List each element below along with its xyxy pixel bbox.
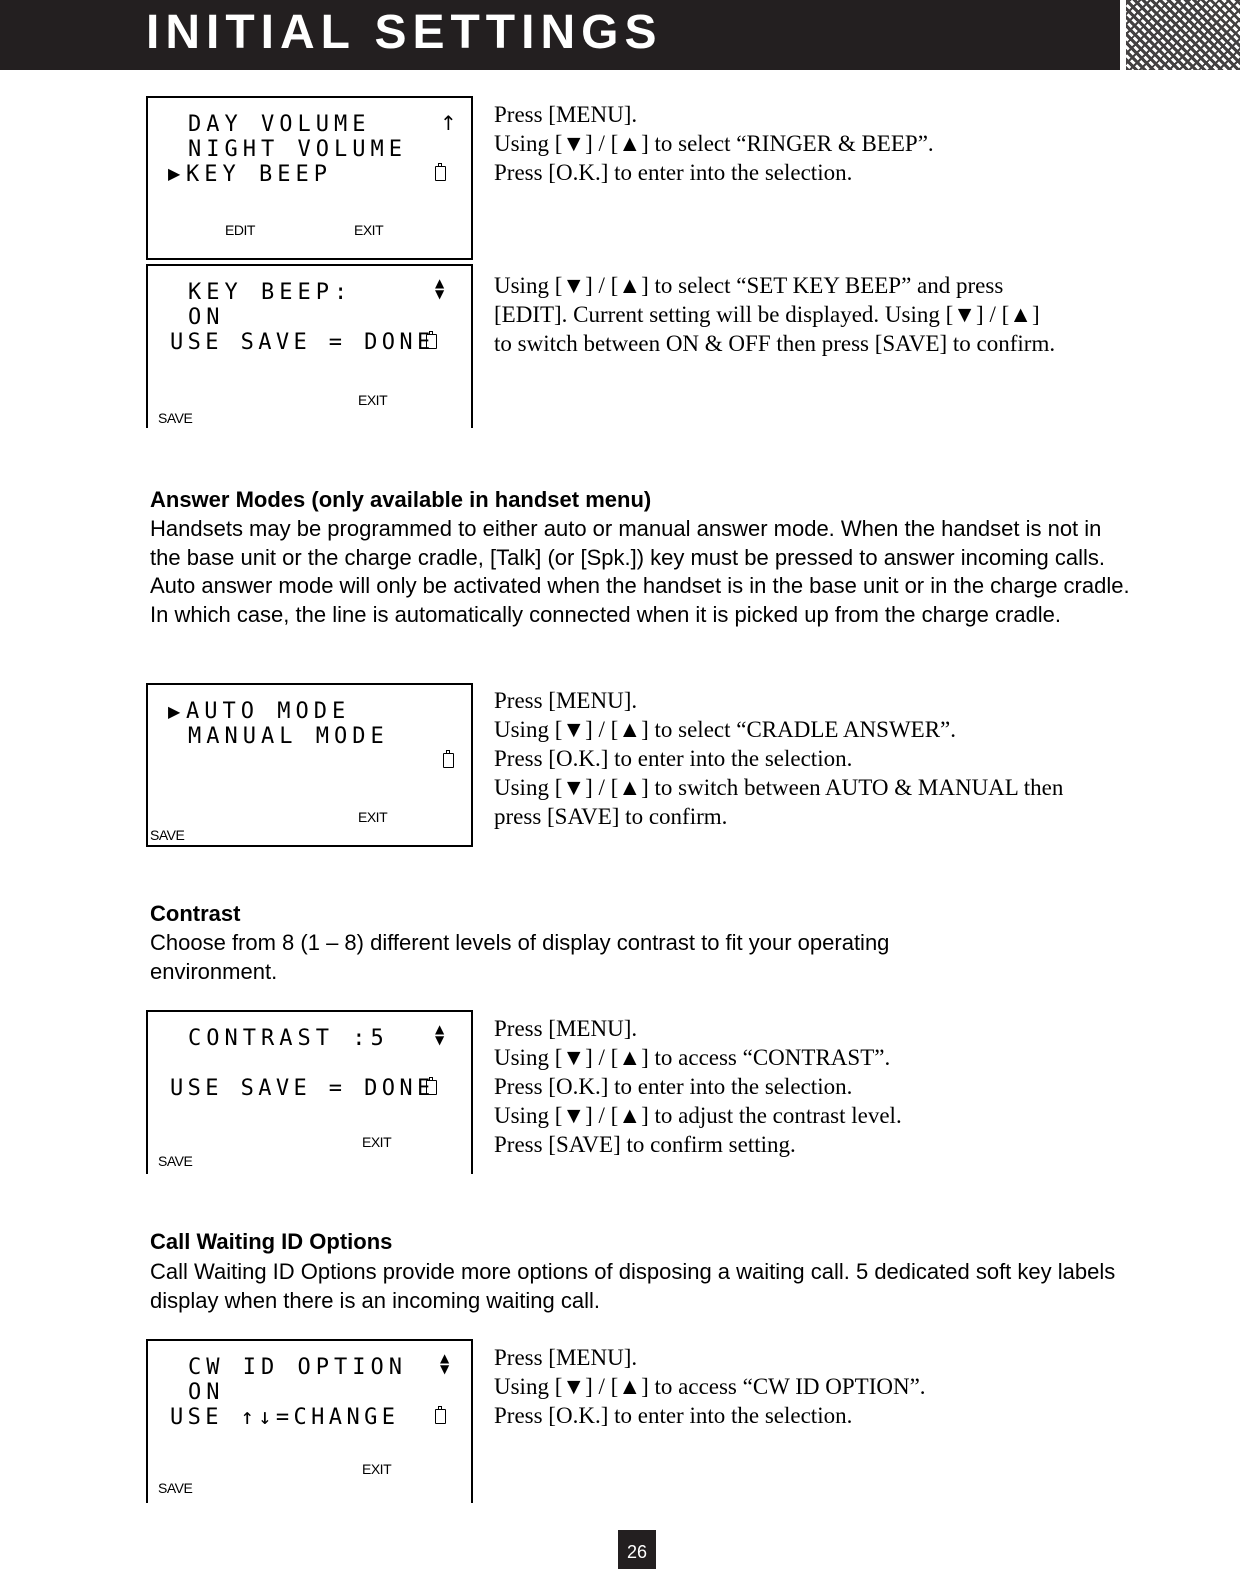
instruction-text-2: Using [▼] / [▲] to select “SET KEY BEEP” and press [EDIT]. Current setting will be displayed. Using [▼] / [▲] to switch between ON & OFF then press [SAVE] to confirm. — [494, 273, 1056, 356]
battery-icon — [443, 753, 454, 768]
section-body-contrast: Choose from 8 (1 – 8) different levels of display contrast to fit your operating environment. — [150, 930, 890, 984]
up-down-arrows-icon: ▲ ▼ — [440, 1351, 450, 1376]
softkey-left-label: EDIT — [225, 222, 255, 238]
lcd-line-1: DAY VOLUME — [188, 112, 371, 137]
instruction-text-4: Press [MENU]. Using [▼] / [▲] to access “CONTRAST”. Press [O.K.] to enter into the selection. Using [▼] / [▲] to adjust the contrast level. Press [SAVE] to confirm setting. — [494, 1016, 902, 1157]
up-down-arrows-icon: ▲ ▼ — [435, 276, 445, 301]
section-body-call-waiting: Call Waiting ID Options provide more options of disposing a waiting call. 5 dedicated soft key labels display when there is an incoming waiting call. — [150, 1259, 1116, 1313]
softkey-left-label: SAVE — [158, 1480, 193, 1496]
battery-icon — [426, 1080, 437, 1095]
instruction-text-3: Press [MENU]. Using [▼] / [▲] to select “CRADLE ANSWER”. Press [O.K.] to enter into the selection. Using [▼] / [▲] to switch between AUTO & MANUAL then press [SAVE] to confirm. — [494, 688, 1064, 829]
lcd-line-2: MANUAL MODE — [188, 724, 389, 749]
section-body-answer-modes: Handsets may be programmed to either auto or manual answer mode. When the handset is not in the base unit or the charge cradle, [Talk] (or [Spk.]) key must be pressed to answer incoming calls. Auto answer mode will only be activated when the handset is in the base unit or in the charge cradle. In which case, the line is automatically connected when it is picked up from the charge cradle. — [150, 516, 1130, 627]
battery-icon — [435, 1409, 446, 1424]
section-title-answer-modes: Answer Modes (only available in handset menu) — [150, 487, 652, 512]
lcd-line-1: CONTRAST :5 — [188, 1026, 389, 1051]
selection-pointer-icon: ▶ — [168, 164, 181, 183]
section-title-contrast: Contrast — [150, 901, 241, 926]
lcd-screen-key-beep-setting — [146, 264, 473, 428]
battery-icon — [426, 334, 437, 349]
lcd-line-2: NIGHT VOLUME — [188, 137, 407, 162]
lcd-screen-answer-mode — [146, 683, 473, 847]
lcd-screen-cw-id-option — [146, 1339, 473, 1503]
lcd-line-2: ON — [188, 1380, 225, 1405]
softkey-right-label: EXIT — [362, 1134, 392, 1150]
lcd-screen-key-beep-menu — [146, 96, 473, 260]
lcd-line-1: CW ID OPTION — [188, 1355, 407, 1380]
page-title: INITIAL SETTINGS — [146, 6, 663, 59]
lcd-line-2: ON — [188, 305, 225, 330]
lcd-screen-contrast — [146, 1010, 473, 1174]
lcd-line-1: AUTO MODE — [186, 699, 351, 724]
softkey-right-label: EXIT — [358, 809, 388, 825]
lcd-line-3: USE SAVE = DONE — [170, 1076, 435, 1101]
page-header — [0, 0, 1120, 70]
up-down-arrows-icon: ▲ ▼ — [435, 1022, 445, 1047]
softkey-right-label: EXIT — [358, 392, 388, 408]
lcd-line-3: USE ↑↓=CHANGE — [170, 1405, 400, 1430]
softkey-right-label: EXIT — [362, 1461, 392, 1477]
header-dither-pattern — [1126, 0, 1240, 70]
lcd-line-3: KEY BEEP — [186, 162, 332, 187]
battery-icon — [435, 166, 446, 181]
page-number: 26 — [618, 1530, 656, 1569]
section-title-call-waiting: Call Waiting ID Options — [150, 1229, 393, 1254]
instruction-text-5: Press [MENU]. Using [▼] / [▲] to access “CW ID OPTION”. Press [O.K.] to enter into the selection. — [494, 1345, 926, 1428]
softkey-left-label: SAVE — [150, 827, 185, 843]
softkey-right-label: EXIT — [354, 222, 384, 238]
instruction-text-1: Press [MENU]. Using [▼] / [▲] to select “RINGER & BEEP”. Press [O.K.] to enter into the selection. — [494, 102, 934, 185]
up-arrow-icon: ↑ — [440, 111, 457, 135]
softkey-left-label: SAVE — [158, 410, 193, 426]
lcd-line-3: USE SAVE = DONE — [170, 330, 435, 355]
selection-pointer-icon: ▶ — [168, 702, 181, 721]
lcd-line-1: KEY BEEP: — [188, 280, 353, 305]
softkey-left-label: SAVE — [158, 1153, 193, 1169]
